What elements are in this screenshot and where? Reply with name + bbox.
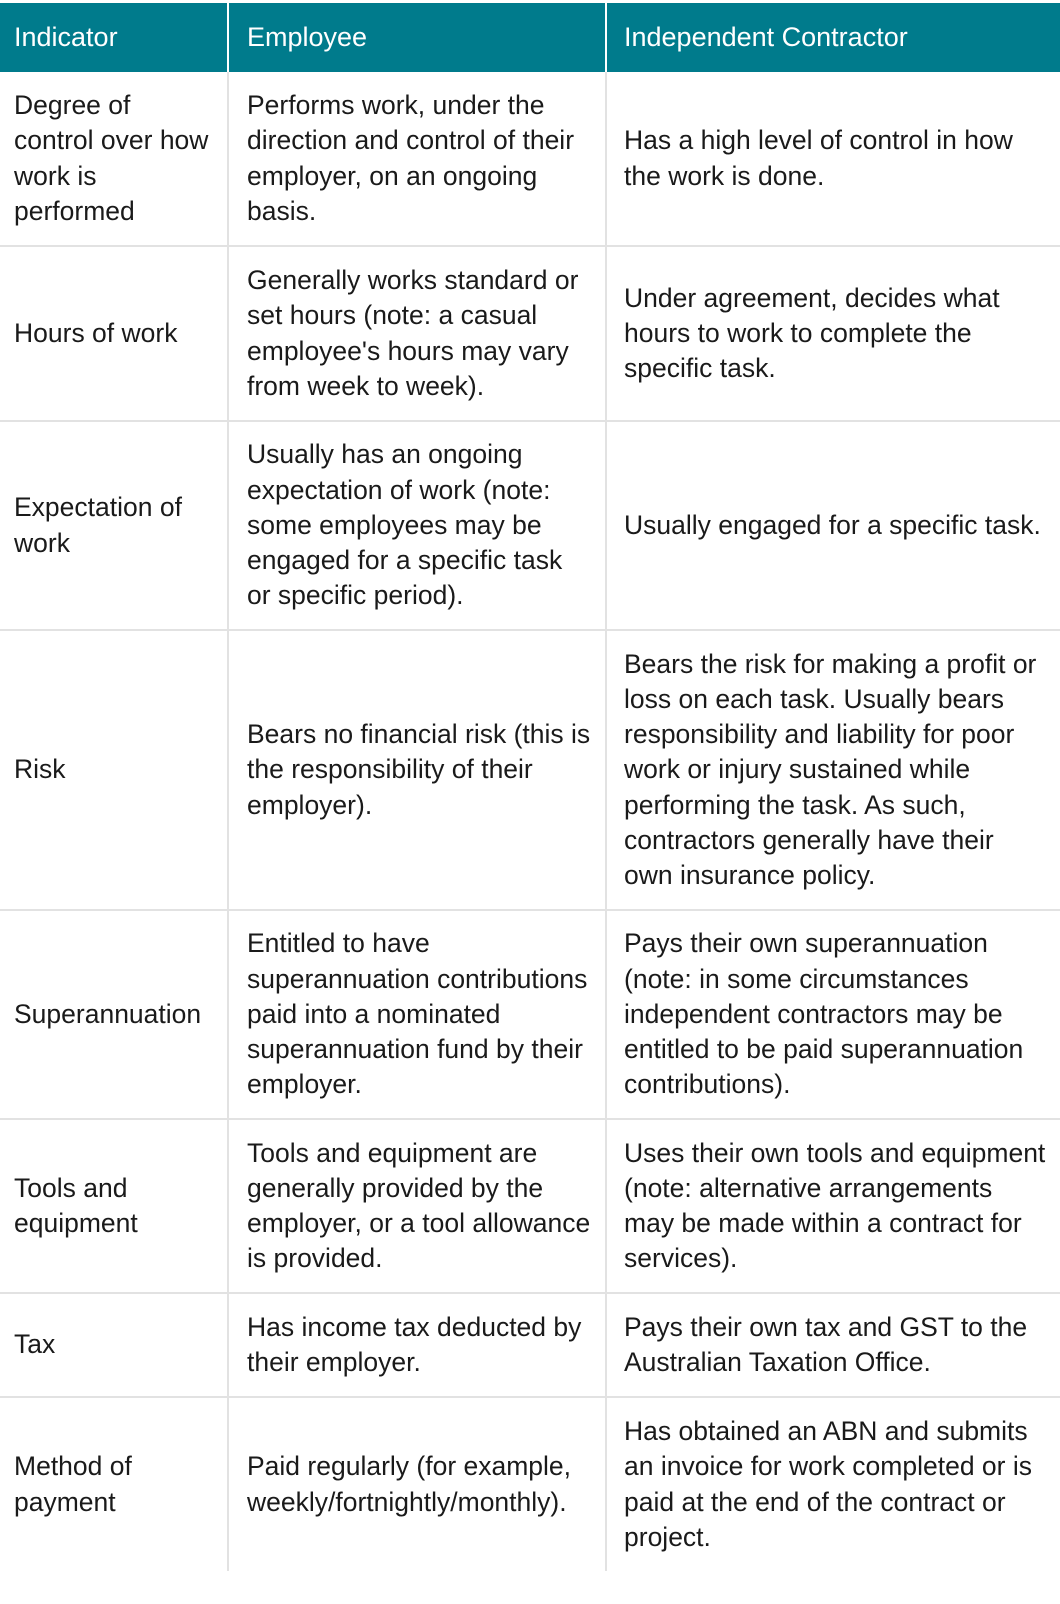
employee-cell: Usually has an ongoing expectation of work (note: some employees may be engaged for a specific task or specific period). bbox=[228, 421, 606, 630]
comparison-table bbox=[0, 3, 1060, 1571]
contractor-cell: Pays their own superannuation (note: in some circumstances independent contractors may be entitled to be paid superannuation contributions). bbox=[606, 910, 1060, 1119]
indicator-cell: Superannuation bbox=[0, 910, 228, 1119]
header-independent-contractor: Independent Contractor bbox=[606, 3, 1060, 72]
table-row bbox=[0, 910, 1060, 1119]
header-row bbox=[0, 3, 1060, 72]
table-row bbox=[0, 630, 1060, 910]
indicator-cell: Tools and equipment bbox=[0, 1119, 228, 1293]
contractor-cell: Has a high level of control in how the work is done. bbox=[606, 72, 1060, 246]
indicator-cell: Risk bbox=[0, 630, 228, 910]
employee-cell: Tools and equipment are generally provided by the employer, or a tool allowance is provided. bbox=[228, 1119, 606, 1293]
employee-cell: Bears no financial risk (this is the responsibility of their employer). bbox=[228, 630, 606, 910]
table-row bbox=[0, 1397, 1060, 1571]
table-row bbox=[0, 1293, 1060, 1397]
employee-cell: Performs work, under the direction and control of their employer, on an ongoing basis. bbox=[228, 72, 606, 246]
table-row bbox=[0, 72, 1060, 246]
indicator-cell: Expectation of work bbox=[0, 421, 228, 630]
contractor-cell: Usually engaged for a specific task. bbox=[606, 421, 1060, 630]
indicator-cell: Hours of work bbox=[0, 246, 228, 421]
table-row bbox=[0, 1119, 1060, 1293]
table-row bbox=[0, 246, 1060, 421]
contractor-cell: Under agreement, decides what hours to work to complete the specific task. bbox=[606, 246, 1060, 421]
indicator-cell: Degree of control over how work is performed bbox=[0, 72, 228, 246]
employee-cell: Paid regularly (for example, weekly/fortnightly/monthly). bbox=[228, 1397, 606, 1571]
table-row bbox=[0, 421, 1060, 630]
table-body bbox=[0, 72, 1060, 1571]
indicator-cell: Tax bbox=[0, 1293, 228, 1397]
indicator-cell: Method of payment bbox=[0, 1397, 228, 1571]
contractor-cell: Has obtained an ABN and submits an invoice for work completed or is paid at the end of the contract or project. bbox=[624, 1416, 1032, 1552]
contractor-cell: Pays their own tax and GST to the Australian Taxation Office. bbox=[606, 1293, 1060, 1397]
contractor-cell: Bears the risk for making a profit or loss on each task. Usually bears responsibility and liability for poor work or injury sustained while performing the task. As such, contractors generally have their own insurance policy. bbox=[606, 630, 1060, 910]
header-indicator: Indicator bbox=[0, 3, 228, 72]
contractor-cell: Uses their own tools and equipment (note: alternative arrangements may be made within a contract for services). bbox=[606, 1119, 1060, 1293]
header-employee: Employee bbox=[228, 3, 606, 72]
employee-cell: Has income tax deducted by their employer. bbox=[228, 1293, 606, 1397]
employee-cell: Generally works standard or set hours (note: a casual employee's hours may vary from week to week). bbox=[228, 246, 606, 421]
employee-cell: Entitled to have superannuation contributions paid into a nominated superannuation fund by their employer. bbox=[228, 910, 606, 1119]
table-header bbox=[0, 3, 1060, 72]
